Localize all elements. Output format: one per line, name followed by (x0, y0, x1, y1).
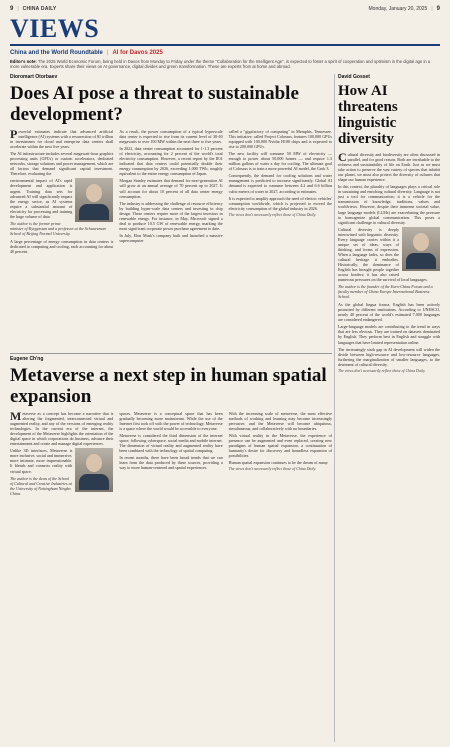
page-number: 9 (10, 6, 14, 12)
article-2-footnote: The views don't necessarily reflect those of China Daily. (228, 467, 317, 472)
article-2-byline: Eugene Ch'ng (10, 356, 44, 362)
author-photo (75, 178, 113, 222)
article-3-footnote: The views don't necessarily reflect those of China Daily. (338, 368, 426, 373)
masthead-bar (10, 4, 440, 14)
article-1-paragraph: A large percentage of energy consumption in data centers is dedicated to computing and cooling, each accounting for about 40 percent. (10, 238, 114, 254)
article-1-col-3 (229, 129, 332, 256)
editors-note (10, 59, 440, 73)
section-bar (10, 48, 440, 58)
article-3-paragraph: In this context, the plurality of languages plays a critical role in sustaining and enriching cultural diversity. Language is not just a tool for communication; it is a vehicle for the transmission of knowledge, traditions, values and worldviews. However, despite their immense societal value, large language models (LLMs) are exacerbating the pressure to homogenize global communication. This poses a significant challenge to cultural diversity. (338, 184, 440, 225)
divider: | (106, 50, 109, 56)
article-2-col-2 (119, 411, 222, 499)
article-1-paragraph: The new facility will consume 50 MW of electricity — enough to power about 50,000 homes — and require 1.3 million gallons of water a day for cooling. The ultimate goal of Colossus is to train a more powerful AI model, the Grok 3. (228, 151, 332, 172)
article-2-paragraph: Human spatial expansion continues to be the dream of many. (228, 460, 329, 466)
editors-note-text: The 2025 World Economic Forum, being held in Davos from Monday to Friday under the theme "Collaboration for the Intelligent Age", is expected to foster a spirit of cooperation and optimism in the digital age in a more vulnerable era. Experts share their views on AI governance, digital divides and green transformation. These are experts from at home and abroad. (10, 59, 431, 70)
divider: | (431, 6, 433, 12)
article-3-byline: David Gosset (338, 74, 370, 80)
author-bio: The author is the former prime minister of Kyrgyzstan and a professor at the Schwarzman School of Beijing Normal University. (10, 220, 106, 236)
author-bio: The author is the dean of the School of Cultural and Creative Industries at the University of Nottingham Ningbo China. (10, 475, 72, 496)
article-3-paragraph: Cultural diversity and biodiversity are often discussed in parallel, and for good reason. Both are invaluable to the richness and sustainability of life on Earth. Just as we must take action to preserve the vast variety of species that inhabit our planet, we must also protect the diversity of cultures that shape our human experience. (338, 150, 440, 183)
article-1-paragraph: Powerful estimates indicate that advanced artificial intelligence (AI) systems with a resurrection of $1 trillion in investments for cloud and enterprise data centers shall accelerate within the next five years. (10, 127, 114, 150)
author-photo (402, 227, 440, 271)
article-separator (10, 353, 332, 354)
page-number-right: 9 (436, 6, 440, 12)
article-1 (10, 74, 332, 256)
brand-name: CHINA DAILY (22, 6, 57, 12)
article-1-paragraph: As a result, the power consumption of a typical hyperscale data center is expected to rise from its current level of 30-40 megawatts to over 100 MW within the next three to five years. (119, 129, 223, 145)
divider: | (17, 6, 19, 12)
issue-date: Monday, January 20, 2025 (368, 6, 428, 12)
article-1-paragraph: It is expected to amplify approach the need of electric vehicles' consumption worldwide, which is projected to exceed the electricity consumption of the global industry in 2026. (228, 195, 332, 211)
section-title: VIEWS (10, 14, 100, 43)
section-bar-subtitle: AI for Davos 2025 (112, 50, 163, 56)
article-1-paragraph: Consequently, the demand for cooling solutions and water management is predicted to increase significantly. Global AI demand is expected to consume between 4.2 and 6.6 billion cubic meters of water in 2027, according to estimates. (228, 173, 332, 194)
article-1-col-1 (10, 129, 113, 256)
left-column (10, 74, 332, 744)
article-3-paragraph: The increasingly stark gap in AI development will widen the divide between high-resource and low-resource languages, furthering the marginalization of smaller languages, to the detriment of cultural diversity. (338, 346, 440, 367)
article-1-paragraph: In 2022, data center consumption accounted for 1-1.3 percent of electricity, accounting for 2 percent of the world's total electricity consumption. However, a recent report by the IEA indicated that data centers could potentially double their energy consumption by 2026, exceeding 1,000 TWh, roughly equivalent to the entire energy consumption of Japan. (119, 146, 223, 177)
section-bar-title: China and the World Roundtable (10, 50, 103, 56)
article-3-paragraph: Cultural diversity is deeply intertwined with linguistic diversity. Every language carries within it a unique set of ideas, ways of thinking, and forms of expression. When a language fades, so does the cultural heritage it embodies. Historically, the dominance of English has brought people together across borders; it has also raised numerous pressures on the survival of local languages. (338, 226, 428, 283)
article-1-paragraph: In July, Elon Musk's company built and launched a massive supercomputer (119, 232, 223, 243)
article-2-paragraph: spaces. Metaverse is a conceptual space that has been gradually becoming more mainstream. While the use of the Internet first took off with the power of technology, Metaverse is a space where the world would be accessible to everyone. (119, 411, 223, 432)
article-1-col-2 (119, 129, 222, 256)
article-1-headline: Does AI pose a threat to sustainable development? (10, 83, 299, 125)
column-divider (334, 74, 335, 742)
article-2 (10, 356, 332, 499)
article-1-body (10, 129, 332, 256)
article-1-paragraph: The industry is addressing the challenge of resource efficiency by building hyper-scale data centers and investing in chip design. These centers require more of the largest investors in renewable energy. For instance, in May, Microsoft signed a deal to produce 10.5 GW of renewable energy, marking the most significant corporate power purchase agreement to date. (119, 200, 223, 231)
author-bio: The author is the founder of the Euro-China Forum and a faculty member of China Europe International Business School. (338, 284, 433, 300)
article-2-col-3 (229, 411, 332, 499)
article-1-footnote: The views don't necessarily reflect those of China Daily. (228, 212, 317, 217)
article-2-paragraph: Metaverse is considered the third dimension of the internet space, following cyberspace, social media and mobile internet. The dimension of virtual reality and augmented reality have been combined with the technology of spatial computing. (119, 433, 223, 454)
right-column (338, 74, 440, 744)
article-3-paragraph: Large-language models are contributing to the trend in ways that are less obvious. They are trained on datasets dominated by English. They perform best in English and struggle with languages that have limited representation online. (338, 324, 440, 345)
article-2-paragraph: Metaverse as a concept has become a narrative that is altering the fragmented, interconnected virtual and augmented reality, and any of the versions of emerging reality technologies. In the current era of the internet, the development of the Metaverse highlights the orientation of the digital space in which corporations do business, advance their entertainment and create and manage digital experiences. (10, 409, 114, 447)
article-2-headline: Metaverse a next step in human spatial expansion (10, 365, 327, 407)
editors-note-label: Editor's note: (10, 59, 37, 64)
section-rule (10, 44, 440, 46)
article-1-paragraph: Morgan Stanley estimates that demand for next-generation AI will grow at an annual average of 70 percent up to 2027. It will account for about 10 percent of all data center energy consumption. (119, 178, 223, 199)
article-1-paragraph: environmental impact of AI's rapid development and application is urgent. Training data sets for advanced AI will significantly impact the energy sector, as AI systems require a substantial amount of electricity for processing and training the huge volume of data. (10, 178, 73, 219)
article-3-paragraph: As the global lingua franca, English has been actively promoted by different institutions. According to UNESCO, nearly 40 percent of the world's estimated 7,000 languages are considered endangered. (338, 302, 440, 323)
article-2-paragraph: With virtual reality in the Metaverse, the experience of presence can be augmented and even replaced, creating new paradigms of human spatial expansion, a continuation of humanity's desire for discovery and boundless expansion of possibilities. (228, 433, 332, 459)
article-1-paragraph: The AI infrastructure includes several megawatt-hour graphics processing units (GPUs) or custom accelerators, dedicated networks, storage solutions and power management, which are all factors that demand significant capital investment. Therefore, evaluating the (10, 151, 114, 177)
article-1-byline: Dioromart Otorbaev (10, 74, 58, 80)
article-2-paragraph: Unlike 3D interfaces, Metaverse is more inclusive, social and immersive, more intimate, more impressionable. It blends and connects reality with virtual space. (10, 448, 73, 474)
article-2-col-1 (10, 411, 113, 499)
article-1-paragraph: called a "gigafactory of computing" in Memphis, Tennessee. This initiative, called Project Colossus, features 100,000 GPUs equipped with 100,000 Nvidia H100 chips and is expected to rise to 200,000 GPUs. (228, 129, 332, 150)
article-2-body (10, 411, 332, 499)
author-photo (75, 448, 113, 492)
article-2-paragraph: In recent months, there have been broad trends that we can learn from the data produced by these sources, providing a way to more human-centered and spatial experiences. (119, 455, 223, 471)
article-3-headline: How AI threatens linguistic diversity (338, 83, 398, 147)
article-2-paragraph: With the increasing scale of metaverse, the most effective methods of working and learning may become increasingly pervasive, and the Metaverse will become ubiquitous, simultaneous, and collaboratively with no boundaries. (228, 411, 332, 432)
